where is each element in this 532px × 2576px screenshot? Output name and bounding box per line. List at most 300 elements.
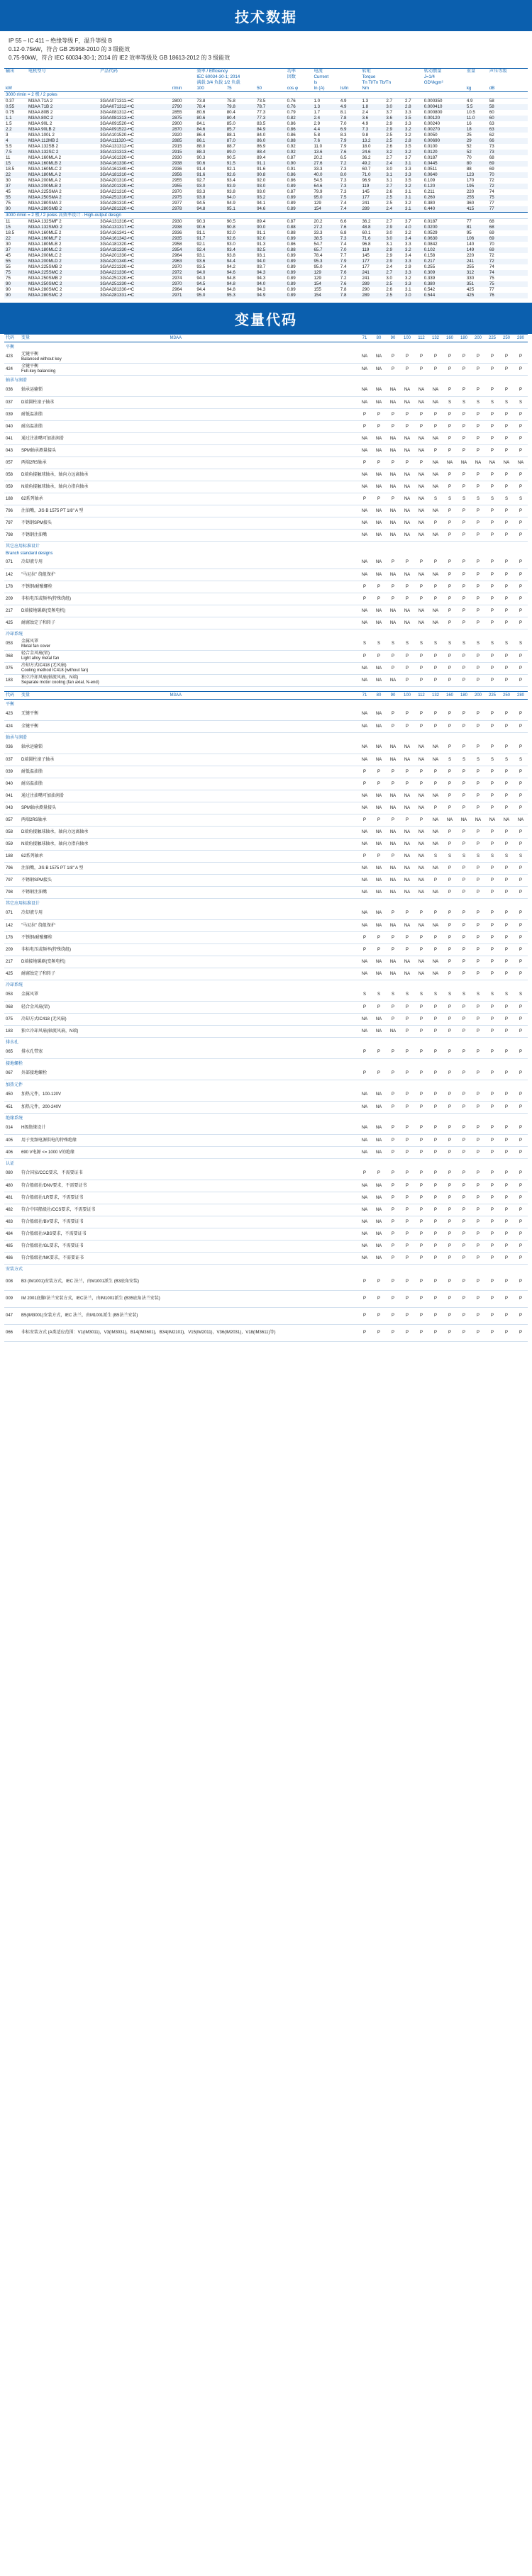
- cell-eff-50: 73.5: [257, 99, 266, 103]
- variant-label: 耐腐蚀定子和转子: [21, 971, 56, 976]
- tech-data-row: [4, 133, 528, 138]
- variant-row: [4, 1068, 528, 1080]
- cell-inertia: 0.380: [423, 201, 436, 206]
- variant-availability: NA: [400, 754, 414, 766]
- variant-availability: P: [485, 651, 499, 663]
- variant-label-cell: [20, 802, 358, 814]
- variant-availability: P: [471, 409, 485, 421]
- variant-availability: P: [457, 517, 471, 530]
- variant-availability: P: [499, 1180, 514, 1192]
- variant-availability: S: [443, 990, 457, 1002]
- variant-availability: P: [386, 651, 400, 663]
- variant-group-row: [4, 376, 528, 385]
- variant-availability: P: [386, 944, 400, 956]
- variant-code: 066: [4, 1325, 20, 1342]
- variant-availability: P: [400, 1325, 414, 1342]
- variant-availability: NA: [386, 530, 400, 542]
- variant-availability: P: [457, 1274, 471, 1291]
- variant-row: [4, 814, 528, 827]
- variant-availability: NA: [400, 481, 414, 493]
- cell-product-code: 3GAA201310-••C: [100, 178, 135, 183]
- variant-availability: P: [428, 409, 443, 421]
- cell-eff-100: 94.8: [195, 206, 225, 213]
- variant-availability: NA: [372, 802, 386, 814]
- variant-availability: P: [428, 709, 443, 721]
- variant-label: 耐低温油脂: [21, 769, 43, 774]
- variant-availability: P: [428, 421, 443, 433]
- variant-availability: P: [400, 1135, 414, 1147]
- cell-product-code: 3GAA161340-••C: [100, 167, 135, 172]
- variant-availability: P: [471, 675, 485, 687]
- cell-eff-50: 93.7: [257, 264, 266, 269]
- variant-availability: NA: [386, 754, 400, 766]
- cell-torque-tl: 2.6: [386, 287, 392, 292]
- variant-availability: P: [514, 1123, 528, 1135]
- col-product-code: 产品代码: [99, 69, 171, 75]
- cell-eff-100: 80.6: [195, 116, 225, 121]
- variant-availability: NA: [414, 851, 428, 863]
- variant-availability: P: [471, 968, 485, 980]
- col-inertia-j: J=1/4: [423, 74, 435, 79]
- cell-torque-tn: 119: [360, 247, 384, 253]
- cell-current-ratio: 7.4: [340, 242, 347, 247]
- variant-availability: NA: [514, 457, 528, 469]
- cell-eff-100: 93.5: [196, 264, 206, 269]
- variant-row: [4, 505, 528, 517]
- variant-availability: S: [471, 990, 485, 1002]
- variant-label: D端角接触球轴承，轴向力远离轴承: [21, 829, 89, 834]
- variant-availability: NA: [414, 827, 428, 839]
- variant-availability: P: [443, 1102, 457, 1114]
- cell-inertia: 0.380: [423, 281, 465, 287]
- cell-torque-tn: 241: [362, 276, 370, 281]
- variant-col-size: 71: [358, 335, 372, 342]
- cell-inertia: 0.00120: [423, 116, 465, 121]
- variant-col-size: 132: [428, 335, 443, 342]
- variant-availability: P: [414, 1274, 428, 1291]
- cell-torque-tl: 2.9: [384, 127, 404, 133]
- variant-availability: P: [485, 605, 499, 617]
- variant-availability: P: [499, 469, 514, 481]
- variant-availability: P: [386, 493, 400, 505]
- variant-availability: P: [400, 709, 414, 721]
- cell-inertia: 0.120: [423, 184, 465, 189]
- variant-code: 053: [4, 639, 20, 651]
- variant-availability: S: [485, 397, 499, 409]
- variant-availability: P: [428, 721, 443, 733]
- variant-availability: S: [499, 754, 514, 766]
- variant-label-cell: [20, 851, 358, 863]
- cell-torque-tl: 2.7: [386, 99, 392, 103]
- variant-availability: P: [400, 944, 414, 956]
- variant-label: 符合船级社/LR要求，不需要证书: [21, 1195, 84, 1200]
- variant-row: [4, 709, 528, 721]
- variant-availability: P: [485, 352, 499, 364]
- variant-availability: P: [428, 766, 443, 778]
- variant-availability: P: [414, 932, 428, 944]
- variant-availability: P: [457, 1026, 471, 1038]
- cell-torque-tn: 49.2: [360, 161, 384, 167]
- variant-code: 037: [4, 397, 20, 409]
- variant-availability: NA: [414, 433, 428, 445]
- variant-availability: P: [443, 1204, 457, 1216]
- variant-availability: NA: [428, 457, 443, 469]
- cell-power-factor: 0.87: [287, 189, 296, 194]
- cell-sound: 72: [488, 259, 528, 264]
- variant-availability: P: [485, 1014, 499, 1026]
- cell-output-kw: 30: [6, 178, 11, 183]
- variant-availability: P: [400, 1123, 414, 1135]
- cell-eff-50: 86.0: [255, 138, 286, 144]
- variant-availability: P: [471, 1253, 485, 1265]
- variant-label-cell: [20, 1325, 358, 1342]
- variant-availability: NA: [400, 790, 414, 802]
- cell-speed: 2954: [171, 247, 196, 253]
- variant-code: 040: [4, 778, 20, 790]
- variant-availability: P: [499, 742, 514, 754]
- variant-availability: P: [485, 802, 499, 814]
- variant-availability: P: [443, 352, 457, 364]
- variant-availability: P: [428, 1241, 443, 1253]
- cell-eff-50: 83.5: [257, 121, 266, 126]
- variant-availability: P: [514, 1192, 528, 1204]
- cell-torque-tn: 36.2: [362, 219, 371, 224]
- variant-availability: P: [443, 1068, 457, 1080]
- variant-availability: P: [457, 1147, 471, 1159]
- cell-weight: 195: [465, 184, 488, 189]
- variant-availability: P: [443, 944, 457, 956]
- variant-availability: NA: [400, 517, 414, 530]
- cell-inertia: 0.000350: [423, 99, 443, 103]
- variant-availability: NA: [372, 469, 386, 481]
- cell-speed: 2975: [171, 195, 196, 201]
- variant-availability: NA: [400, 920, 414, 932]
- variant-availability: NA: [358, 663, 372, 675]
- variant-availability: P: [485, 1308, 499, 1325]
- variant-availability: P: [386, 352, 400, 364]
- cell-eff-50: 94.0: [255, 259, 286, 264]
- variant-label: 外部接地螺栓: [21, 1071, 48, 1076]
- variant-availability: P: [457, 505, 471, 517]
- cell-power-factor: 0.86: [287, 178, 296, 183]
- cell-eff-50: 77.3: [255, 116, 286, 121]
- cell-current-in: 79.9: [314, 189, 323, 194]
- cell-eff-75: 94.8: [226, 287, 235, 292]
- variant-availability: P: [471, 1147, 485, 1159]
- variant-availability: S: [414, 990, 428, 1002]
- variant-table-2: [4, 691, 528, 1342]
- variant-label-cell: [20, 557, 358, 569]
- cell-torque-tn: 4.9: [362, 121, 369, 126]
- variant-availability: P: [514, 875, 528, 887]
- variant-availability: P: [386, 709, 400, 721]
- variant-availability: P: [386, 1147, 400, 1159]
- variant-availability: NA: [386, 569, 400, 581]
- cell-eff-75: 94.9: [226, 201, 235, 206]
- variant-availability: S: [514, 639, 528, 651]
- variant-availability: P: [358, 1274, 372, 1291]
- variant-label: 注油嘴，JIS B 1575 PT 1/8" A 型: [21, 508, 84, 513]
- variant-availability: P: [414, 1014, 428, 1026]
- variant-availability: P: [386, 1253, 400, 1265]
- variant-label-cell: [20, 605, 358, 617]
- variant-availability: P: [443, 766, 457, 778]
- cell-inertia: 0.000410: [423, 104, 465, 110]
- cell-sound: 60: [489, 110, 494, 115]
- cell-motor-type: M3AA 225SMB 2: [28, 264, 62, 269]
- variant-availability: P: [443, 663, 457, 675]
- variant-label-cell: [20, 1068, 358, 1080]
- cell-output-kw: 37: [4, 184, 27, 189]
- variant-availability: P: [372, 944, 386, 956]
- variant-availability: P: [499, 605, 514, 617]
- cell-output-kw: 75: [6, 276, 11, 281]
- variant-availability: NA: [372, 505, 386, 517]
- cell-output-kw: 11: [6, 155, 11, 160]
- variant-availability: P: [400, 1168, 414, 1180]
- cell-output-kw: 18.5: [6, 167, 15, 172]
- variant-label: D端接地碳刷(变频电机): [21, 959, 66, 964]
- variant-label-cell: [20, 1135, 358, 1147]
- variant-availability: NA: [358, 445, 372, 457]
- col-power-factor: 功率: [286, 69, 313, 75]
- variant-availability: P: [414, 1253, 428, 1265]
- variant-label-cell: [20, 1253, 358, 1265]
- cell-current-ratio: 8.0: [339, 172, 361, 178]
- variant-availability: NA: [386, 517, 400, 530]
- variant-code: 486: [4, 1253, 20, 1265]
- variant-availability: P: [457, 863, 471, 875]
- variant-availability: NA: [372, 827, 386, 839]
- cell-sound: 63: [488, 127, 528, 133]
- variant-availability: P: [471, 1325, 485, 1342]
- variant-availability: P: [485, 581, 499, 593]
- variant-row: [4, 397, 528, 409]
- cell-speed: 2875: [171, 116, 196, 121]
- cell-torque-tn: 289: [360, 206, 384, 213]
- variant-availability: P: [428, 802, 443, 814]
- variant-availability: NA: [386, 675, 400, 687]
- variant-availability: NA: [372, 863, 386, 875]
- cell-product-code: 3GAA201320-••C: [99, 184, 171, 189]
- cell-eff-50: 92.5: [255, 247, 286, 253]
- variant-availability: NA: [358, 875, 372, 887]
- variant-code: 040: [4, 421, 20, 433]
- variant-group-title: 平衡: [6, 345, 15, 349]
- variant-availability: P: [386, 457, 400, 469]
- variant-col-size: 200: [471, 692, 485, 700]
- variant-availability: P: [400, 1090, 414, 1102]
- cell-inertia: 0.544: [423, 293, 465, 298]
- variant-label: "马尼拉" 绕组保护: [21, 572, 55, 577]
- variant-code: 043: [4, 445, 20, 457]
- variant-availability: NA: [358, 1135, 372, 1147]
- variant-availability: P: [400, 1274, 414, 1291]
- variant-group-title: 绝缘系统: [6, 1116, 23, 1121]
- cell-eff-50: 93.1: [257, 253, 266, 258]
- variant-table-1: [4, 334, 528, 687]
- cell-motor-type: M3AA 280SMB 2: [27, 206, 99, 213]
- cell-current-in: 1.7: [314, 110, 321, 115]
- variant-availability: NA: [358, 1253, 372, 1265]
- cell-output-kw: 22: [4, 172, 27, 178]
- variant-availability: P: [471, 827, 485, 839]
- variant-code: 209: [4, 944, 20, 956]
- variant-group-title: 冷却系统: [6, 632, 23, 637]
- cell-torque-tn: 145: [362, 253, 370, 258]
- variant-availability: P: [499, 1274, 514, 1291]
- variant-row: [4, 1274, 528, 1291]
- variant-group-title: 排水孔: [6, 1040, 19, 1045]
- variant-availability: P: [485, 1090, 499, 1102]
- variant-availability: P: [499, 863, 514, 875]
- variant-availability: P: [514, 1325, 528, 1342]
- variant-availability: P: [485, 445, 499, 457]
- variant-availability: NA: [400, 397, 414, 409]
- variant-availability: NA: [358, 557, 372, 569]
- variant-availability: NA: [372, 1090, 386, 1102]
- cell-torque-tb: 3.3: [405, 242, 411, 247]
- cell-speed: 2964: [172, 253, 182, 258]
- variant-label-cell: [20, 433, 358, 445]
- cell-power-factor: 0.89: [286, 293, 313, 298]
- cell-motor-type: M3AA 280SMC 2: [27, 293, 99, 298]
- cell-eff-75: 94.0: [226, 195, 255, 201]
- cell-inertia: 0.440: [423, 206, 465, 213]
- variant-availability: P: [485, 1102, 499, 1114]
- cell-weight: 140: [466, 242, 475, 247]
- cell-eff-100: 94.4: [196, 287, 206, 292]
- variant-availability: P: [372, 778, 386, 790]
- cell-torque-tn: 119: [360, 184, 384, 189]
- variant-availability: P: [386, 421, 400, 433]
- variant-availability: NA: [372, 557, 386, 569]
- cell-current-in: 40.0: [312, 172, 338, 178]
- variant-col-size: 80: [372, 692, 386, 700]
- variant-label-cell: [20, 493, 358, 505]
- cell-torque-tn: 177: [360, 195, 384, 201]
- cell-power-factor: 0.86: [287, 133, 296, 138]
- cell-eff-50: 89.4: [257, 219, 266, 224]
- variant-availability: P: [428, 675, 443, 687]
- variant-availability: P: [457, 887, 471, 899]
- variant-label-cell: [20, 944, 358, 956]
- variant-availability: P: [457, 1241, 471, 1253]
- variant-availability: P: [400, 1228, 414, 1241]
- cell-sound: 70: [489, 242, 494, 247]
- cell-inertia: 0.0842: [423, 242, 438, 247]
- cell-sound: 68: [488, 225, 528, 230]
- cell-eff-100: 91.6: [195, 172, 225, 178]
- cell-torque-tb: 3.2: [405, 133, 411, 138]
- cell-current-ratio: 7.2: [339, 161, 361, 167]
- cell-torque-tn: 289: [360, 293, 384, 298]
- variant-col-size: 132: [428, 692, 443, 700]
- variant-availability: NA: [358, 802, 372, 814]
- variant-row: [4, 1180, 528, 1192]
- variant-availability: P: [485, 1168, 499, 1180]
- variant-label: 两端2RS轴承: [21, 817, 47, 822]
- variant-availability: S: [471, 493, 485, 505]
- variant-availability: P: [499, 1241, 514, 1253]
- cell-torque-tn: 48.8: [360, 225, 384, 230]
- cell-eff-100: 90.3: [196, 219, 206, 224]
- variant-availability: P: [485, 469, 499, 481]
- cell-inertia: 0.0445: [423, 161, 465, 167]
- variant-availability: P: [499, 827, 514, 839]
- cell-eff-100: 93.3: [196, 189, 206, 194]
- variant-availability: P: [428, 1325, 443, 1342]
- unit-nm: Nm: [360, 86, 384, 92]
- variant-label-cell: [20, 1026, 358, 1038]
- cell-sound: 69: [488, 247, 528, 253]
- variant-availability: NA: [386, 505, 400, 517]
- cell-torque-tl: 2.6: [386, 189, 392, 194]
- variant-availability: P: [414, 409, 428, 421]
- cell-current-ratio: 7.8: [339, 116, 361, 121]
- cell-speed: 2955: [172, 178, 182, 183]
- variant-availability: P: [443, 364, 457, 376]
- variant-label-cell: [20, 814, 358, 827]
- variant-code: 047: [4, 1308, 20, 1325]
- variant-label: N端角接触球轴承，轴向力指向轴承: [21, 841, 89, 846]
- cell-speed: 2915: [172, 144, 182, 149]
- variant-availability: P: [414, 1047, 428, 1059]
- variant-availability: P: [443, 1253, 457, 1265]
- variant-availability: NA: [400, 827, 414, 839]
- variant-label: 冷却方式IC418 (无风扇): [21, 663, 67, 668]
- unit-isin: Is/In: [339, 86, 361, 92]
- variant-label: SPM轴承测量接头: [21, 448, 57, 453]
- cell-motor-type: M3AA 225SMA 2: [28, 189, 62, 194]
- cell-torque-tb: 3.2: [404, 247, 423, 253]
- cell-torque-tn: 290: [362, 287, 370, 292]
- cell-power-factor: 0.87: [287, 155, 296, 160]
- variant-availability: NA: [372, 1253, 386, 1265]
- variant-group-row: [4, 1159, 528, 1168]
- variant-availability: NA: [400, 493, 414, 505]
- variant-availability: P: [457, 1002, 471, 1014]
- cell-product-code: 3GAA071312-••C: [99, 104, 171, 110]
- variant-availability: S: [471, 754, 485, 766]
- variant-availability: P: [457, 569, 471, 581]
- variant-availability: P: [358, 1068, 372, 1080]
- cell-weight: 425: [466, 287, 475, 292]
- variant-availability: P: [457, 1068, 471, 1080]
- variant-availability: P: [386, 851, 400, 863]
- cell-sound: 77: [489, 201, 494, 206]
- variant-availability: P: [428, 1308, 443, 1325]
- cell-sound: 62: [489, 133, 494, 138]
- variant-availability: P: [457, 766, 471, 778]
- cell-current-in: 4.4: [312, 127, 338, 133]
- variant-availability: P: [485, 530, 499, 542]
- cell-torque-tl: 3.1: [386, 178, 392, 183]
- cell-inertia: 0.0187: [423, 219, 438, 224]
- variant-row: [4, 1135, 528, 1147]
- cell-current-ratio: 7.3: [339, 184, 361, 189]
- cell-torque-tl: 2.9: [386, 253, 392, 258]
- variant-availability: P: [485, 956, 499, 968]
- variant-availability: P: [443, 790, 457, 802]
- variant-availability: NA: [372, 790, 386, 802]
- variant-availability: P: [514, 1216, 528, 1228]
- variant-availability: P: [457, 839, 471, 851]
- variant-availability: P: [499, 944, 514, 956]
- variant-availability: P: [499, 920, 514, 932]
- variant-availability: P: [443, 920, 457, 932]
- variant-availability: P: [457, 908, 471, 920]
